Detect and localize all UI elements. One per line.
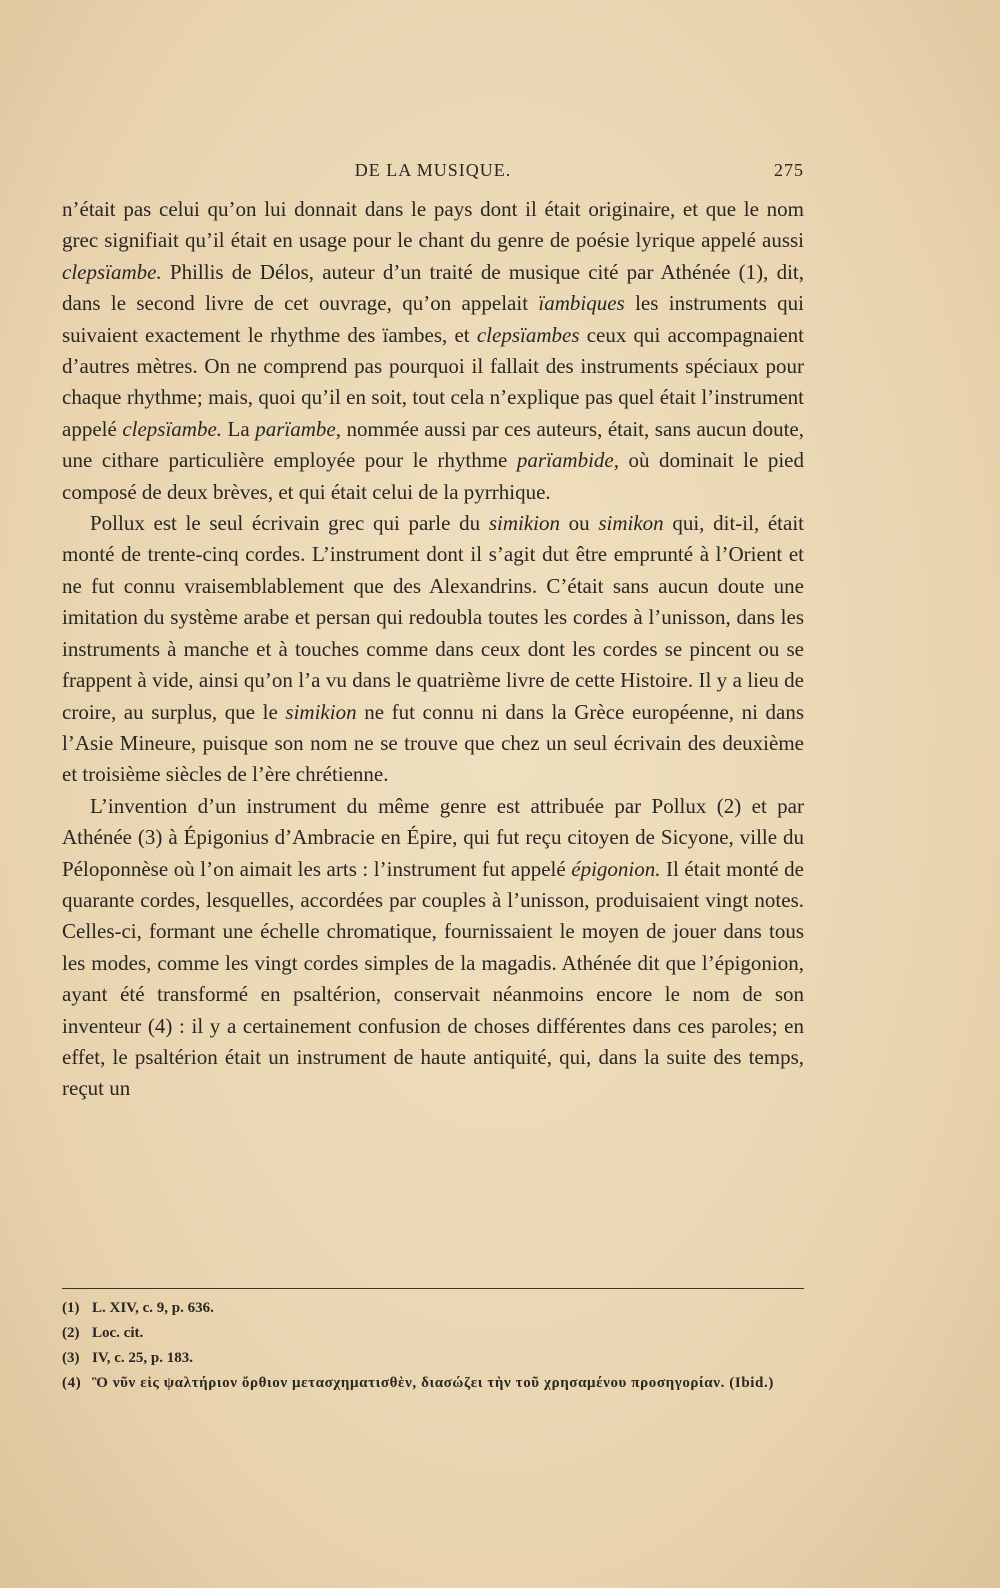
footnote-number: (3) [62, 1350, 80, 1366]
italic-term: simikion [285, 699, 357, 724]
footnote-text: L. XIV, c. 9, p. 636. [92, 1300, 214, 1316]
body-text [62, 194, 804, 1105]
footnotes [62, 1296, 804, 1396]
footnote-rule [62, 1288, 804, 1289]
italic-term: parïambe, [255, 416, 341, 441]
text-run: ou [559, 511, 599, 536]
paragraph [62, 508, 804, 791]
paragraph [62, 194, 804, 508]
footnote [62, 1296, 804, 1321]
footnote [62, 1371, 804, 1396]
italic-term: épigonion. [571, 856, 661, 881]
text-run: La [222, 416, 256, 441]
footnote-text: IV, c. 25, p. 183. [92, 1350, 193, 1366]
text-run: Phillis de Délos, auteur d’un traité de musique cité par Athénée (1), dit, dans le second livre de cet ouvrage, qu’on appelait [62, 259, 804, 316]
text-run: L’invention d’un instrument du même genre est attribuée par Pollux (2) et par Athénée (3) à Épigonius d’Ambracie en Épire, qui fut reçu citoyen de Sicyone, ville du Péloponnèse où l’on aimait les arts : l’instrument fut appelé [62, 793, 804, 881]
text-run: Il était monté de quarante cordes, lesquelles, accordées par couples à l’unisson, produisaient vingt notes. Celles-ci, formant une échelle chromatique, fournissaient le moyen de jouer dans tous les modes, comme les vingt cordes simples de la magadis. Athénée dit que l’épigonion, ayant été transformé en psaltérion, conservait néanmoins encore le nom de son inventeur (4) : il y a certainement confusion de choses différentes dans ces paroles; en effet, le psaltérion était un instrument de haute antiquité, qui, dans la suite des temps, reçut un [62, 856, 804, 1101]
footnote [62, 1346, 804, 1371]
text-run: où dominait le pied composé de deux brèves, et qui était celui de la pyrrhique. [62, 448, 804, 504]
footnote [62, 1321, 804, 1346]
text-run: ceux qui accompagnaient d’autres mètres. On ne comprend pas pourquoi il fallait des instruments spéciaux pour chaque rhythme; mais, quoi qu’il en soit, tout cela n’explique pas quel était l’instrument appelé [62, 322, 804, 441]
footnote-number: (1) [62, 1300, 80, 1316]
italic-term: ïambiques [538, 291, 625, 316]
italic-term: parïambide, [516, 448, 619, 473]
footnote-number: (2) [62, 1325, 80, 1341]
text-run: ne fut connu ni dans la Grèce européenne, ni dans l’Asie Mineure, puisque son nom ne se trouve que chez un seul écrivain des deuxième et troisième siècles de l’ère chrétienne. [62, 699, 804, 787]
running-header [62, 160, 804, 184]
page-number: 275 [774, 160, 804, 180]
footnote-text: Ὃ νῦν εἰς ψαλτήριον ὄρθιον μετασχηματισθὲν, διασώζει τὴν τοῦ χρησαμένου προσηγορίαν. (Ibid.) [92, 1375, 774, 1391]
footnote-text: Loc. cit. [92, 1325, 144, 1341]
running-title: DE LA MUSIQUE. [354, 160, 512, 180]
italic-term: clepsïambe. [62, 259, 162, 284]
footnote-number: (4) [62, 1375, 82, 1391]
italic-term: simikion [488, 511, 560, 536]
italic-term: simikon [598, 511, 664, 536]
text-run: n’était pas celui qu’on lui donnait dans le pays dont il était originaire, et que le nom grec signifiait qu’il était en usage pour le chant du genre de poésie lyrique appelé aussi [62, 197, 804, 253]
text-run: Pollux est le seul écrivain grec qui parle du [90, 511, 489, 536]
text-run: les instruments qui suivaient exactement le rhythme des ïambes, et [62, 291, 804, 347]
paragraph [62, 791, 804, 1105]
italic-term: clepsïambes [476, 322, 580, 347]
italic-term: clepsïambe. [122, 416, 223, 441]
text-run: nommée aussi par ces auteurs, était, sans aucun doute, une cithare particulière employée pour le rhythme [62, 416, 805, 473]
text-run: qui, dit-il, était monté de trente-cinq cordes. L’instrument dont il s’agit dut être emprunté à l’Orient et ne fut connu vraisemblablement que des Alexandrins. C’était sans aucun doute une imitation du système arabe et persan qui redoubla toutes les cordes à l’unisson, dans les instruments à manche et à touches comme dans ceux dont les cordes se pincent ou se frappent à vide, ainsi qu’on l’a vu dans le quatrième livre de cette Histoire. Il y a lieu de croire, au surplus, que le [62, 511, 805, 724]
